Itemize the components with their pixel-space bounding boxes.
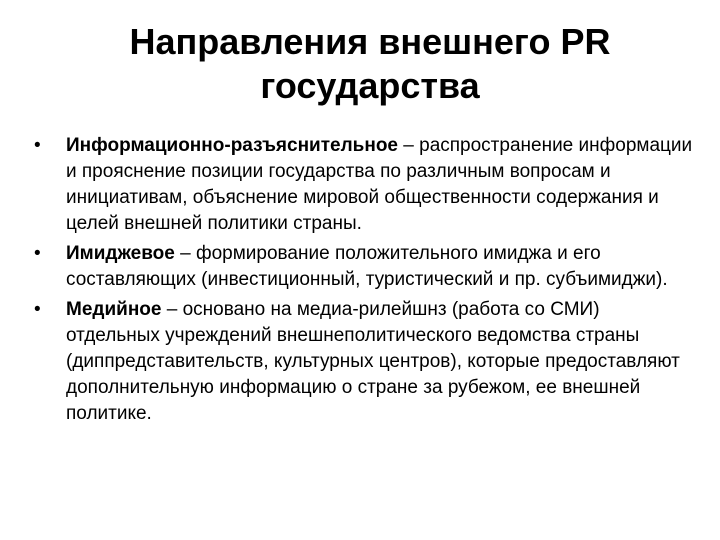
bullet-text: – формирование положительного имиджа и его составляющих (инвестиционный, туристический и пр. субъимиджи). (66, 243, 668, 290)
title-line-1: Направления внешнего PR (129, 21, 611, 62)
bullet-text: – распространение информации и прояснение позиции государства по различным вопросам и инициативам, объяснение мировой общественности содержания и целей внешней политики страны. (66, 135, 693, 234)
slide-title (40, 20, 700, 108)
bullet-list (34, 133, 694, 431)
bullet-term: Медийное (66, 299, 162, 320)
bullet-item-informational (34, 133, 694, 237)
bullet-item-image (34, 241, 694, 293)
bullet-text: – основано на медиа-рилейшнз (работа со СМИ) отдельных учреждений внешнеполитического ведомства страны (диппредставительств, культурных центров), которые предоставляют дополнительную информацию о стране за рубежом, ее внешней политике. (66, 299, 680, 424)
bullet-term: Имиджевое (66, 243, 175, 264)
bullet-term: Информационно-разъяснительное (66, 135, 398, 156)
title-line-2: государства (260, 65, 480, 106)
bullet-item-media (34, 297, 694, 427)
